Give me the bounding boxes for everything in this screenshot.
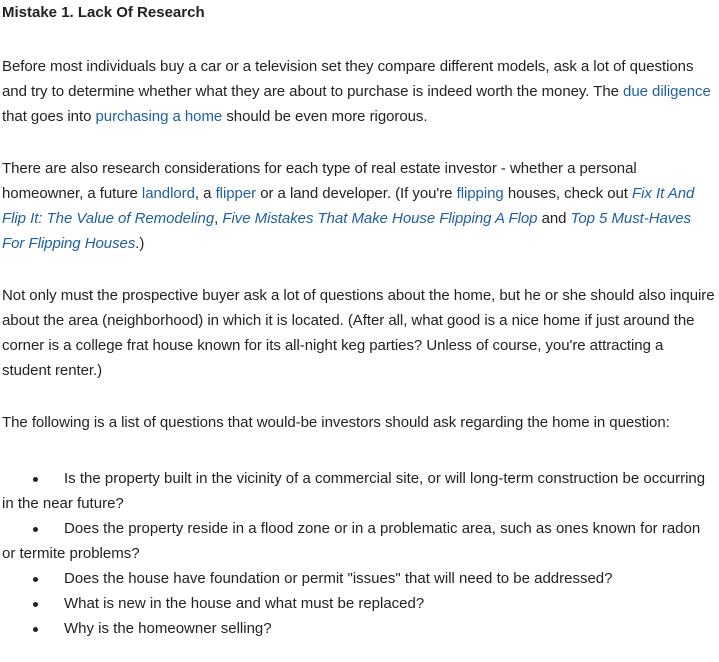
list-item-text: Is the property built in the vicinity of a commercial site, or will long-term construction be occurring in the near future? bbox=[2, 470, 706, 512]
link-fix-and-flip-article[interactable]: Fix It And Flip It: The Value of Remodeling bbox=[2, 185, 695, 227]
bullet-icon bbox=[33, 616, 43, 641]
list-item-text: What is new in the house and what must be replaced? bbox=[64, 595, 425, 612]
list-item bbox=[2, 466, 715, 516]
questions-intro-paragraph: The following is a list of questions that would-be investors should ask regarding the home in question: bbox=[2, 414, 670, 431]
link-top-5-must-haves-article[interactable]: Top 5 Must-Haves For Flipping Houses bbox=[2, 210, 691, 252]
text: .) bbox=[135, 235, 145, 252]
text: houses, check out bbox=[503, 185, 633, 202]
bullet-icon bbox=[33, 566, 43, 591]
neighborhood-paragraph: Not only must the prospective buyer ask a lot of questions about the home, but he or she should also inquire about the area (neighborhood) in which it is located. (After all, what good is a nice home if just around the corner is a college frat house known for its all-night keg parties? Unless of course, you're attracting a student renter.) bbox=[2, 287, 715, 379]
questions-list bbox=[2, 466, 715, 641]
list-item bbox=[2, 516, 715, 566]
list-item bbox=[2, 591, 715, 616]
bullet-icon bbox=[33, 591, 43, 616]
link-landlord[interactable]: landlord bbox=[141, 185, 195, 202]
text: , a bbox=[194, 185, 216, 202]
list-item-text: Does the house have foundation or permit "issues" that will need to be addressed? bbox=[64, 570, 613, 587]
intro-paragraph bbox=[2, 54, 715, 129]
bullet-icon bbox=[33, 466, 43, 491]
text: , bbox=[214, 210, 223, 227]
investor-types-paragraph bbox=[2, 156, 715, 256]
text: or a land developer. (If you're bbox=[256, 185, 457, 202]
link-flipping[interactable]: flipping bbox=[456, 185, 504, 202]
list-item-text: Why is the homeowner selling? bbox=[64, 620, 272, 637]
link-flipper[interactable]: flipper bbox=[215, 185, 257, 202]
text: should be even more rigorous. bbox=[222, 108, 428, 125]
list-item bbox=[2, 616, 715, 641]
link-due-diligence[interactable]: due diligence bbox=[623, 83, 711, 100]
link-five-mistakes-article[interactable]: Five Mistakes That Make House Flipping A Flop bbox=[222, 210, 538, 227]
text: There are also research considerations for each type of real estate investor - whether a personal homeowner, a future bbox=[2, 160, 637, 202]
text: that goes into bbox=[2, 108, 96, 125]
bullet-icon bbox=[33, 516, 43, 541]
link-purchasing-a-home[interactable]: purchasing a home bbox=[95, 108, 223, 125]
text: and bbox=[537, 210, 571, 227]
list-item bbox=[2, 566, 715, 591]
list-item-text: Does the property reside in a flood zone or in a problematic area, such as ones known for radon or termite problems? bbox=[2, 520, 701, 562]
text: Before most individuals buy a car or a television set they compare different models, ask a lot of questions and try to determine whether what they are about to purchase is indeed worth the money. The bbox=[2, 58, 694, 100]
section-heading: Mistake 1. Lack Of Research bbox=[2, 4, 205, 21]
